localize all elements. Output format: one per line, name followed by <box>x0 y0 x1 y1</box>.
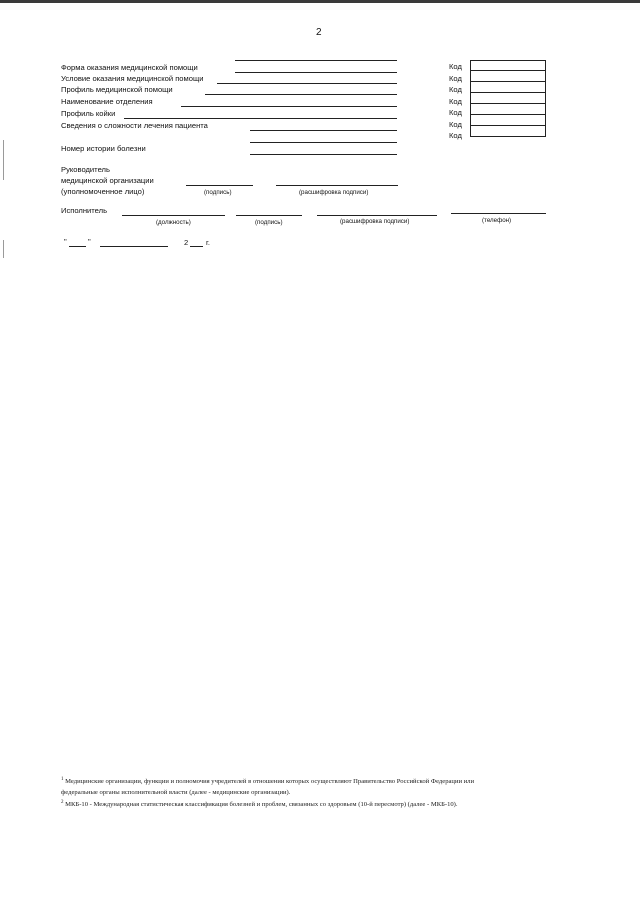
executor-signature-caption: (подпись) <box>255 219 283 226</box>
field-label-complexity: Сведения о сложности лечения пациента <box>61 121 208 130</box>
footnote-1 <box>61 777 474 787</box>
manager-decoding-caption: (расшифровка подписи) <box>299 189 369 196</box>
executor-signature-line[interactable] <box>236 215 302 216</box>
complexity-input-line[interactable] <box>250 130 397 131</box>
code-label: Код <box>449 131 462 140</box>
care-form-input-line[interactable] <box>235 72 397 73</box>
executor-position-caption: (должность) <box>156 219 191 226</box>
field-label-bed-profile: Профиль койки <box>61 109 116 118</box>
manager-decoding-line[interactable] <box>276 185 398 186</box>
code-box[interactable] <box>470 93 546 104</box>
field-label-history-number: Номер истории болезни <box>61 144 146 153</box>
date-close-quote: " <box>88 237 91 246</box>
manager-title: Руководитель <box>61 165 110 174</box>
code-label: Код <box>449 97 462 106</box>
code-box[interactable] <box>470 126 546 137</box>
executor-position-line[interactable] <box>122 215 225 216</box>
code-label: Код <box>449 62 462 71</box>
page-number: 2 <box>316 27 322 38</box>
footnote-1-continued: федеральные органы исполнительной власти (далее - медицинские организации). <box>61 789 291 796</box>
footnote-text: Медицинские организации, функции и полномочия учредителей в отношении которых осуществляют Правительство Российской Федерации или <box>65 778 474 785</box>
field-label-department: Наименование отделения <box>61 97 153 106</box>
footnote-mark: 2 <box>61 800 64 805</box>
scan-edge-mark <box>3 240 4 258</box>
manager-signature-caption: (подпись) <box>204 189 232 196</box>
code-label: Код <box>449 74 462 83</box>
date-day-line[interactable] <box>69 246 86 247</box>
department-input-line[interactable] <box>181 106 397 107</box>
manager-signature-line[interactable] <box>186 185 253 186</box>
manager-authorized: (уполномоченное лицо) <box>61 187 145 196</box>
code-box[interactable] <box>470 115 546 126</box>
code-box[interactable] <box>470 60 546 71</box>
code-label: Код <box>449 120 462 129</box>
footnote-2 <box>61 800 458 810</box>
executor-label: Исполнитель <box>61 206 108 215</box>
executor-phone-caption: (телефон) <box>482 217 512 224</box>
date-year-suffix: г. <box>206 238 210 247</box>
date-year-prefix: 2 <box>184 238 189 247</box>
date-year-line[interactable] <box>190 246 203 247</box>
code-label: Код <box>449 108 462 117</box>
field-label-care-form: Форма оказания медицинской помощи <box>61 63 198 72</box>
executor-decoding-caption: (расшифровка подписи) <box>340 218 410 225</box>
complexity-input-line-2[interactable] <box>250 142 397 143</box>
code-box[interactable] <box>470 104 546 115</box>
bed-profile-input-line[interactable] <box>124 118 397 119</box>
scan-edge-mark <box>3 140 4 180</box>
date-open-quote: " <box>64 237 67 246</box>
top-border <box>0 0 640 3</box>
care-form-top-line <box>235 60 397 61</box>
care-condition-input-line[interactable] <box>217 83 397 84</box>
date-month-line[interactable] <box>100 246 168 247</box>
field-label-care-condition: Условие оказания медицинской помощи <box>61 74 204 83</box>
footnote-text: МКБ-10 - Международная статистическая классификация болезней и проблем, связанных со здоровьем (10-й пересмотр) (далее - МКБ-10). <box>65 801 458 808</box>
executor-decoding-line[interactable] <box>317 215 437 216</box>
field-label-care-profile: Профиль медицинской помощи <box>61 85 173 94</box>
history-number-input-line[interactable] <box>250 154 397 155</box>
care-profile-input-line[interactable] <box>205 94 397 95</box>
code-label: Код <box>449 85 462 94</box>
manager-organization: медицинской организации <box>61 176 154 185</box>
footnote-mark: 1 <box>61 777 64 782</box>
executor-phone-line[interactable] <box>451 213 546 214</box>
code-box[interactable] <box>470 82 546 93</box>
code-box[interactable] <box>470 71 546 82</box>
